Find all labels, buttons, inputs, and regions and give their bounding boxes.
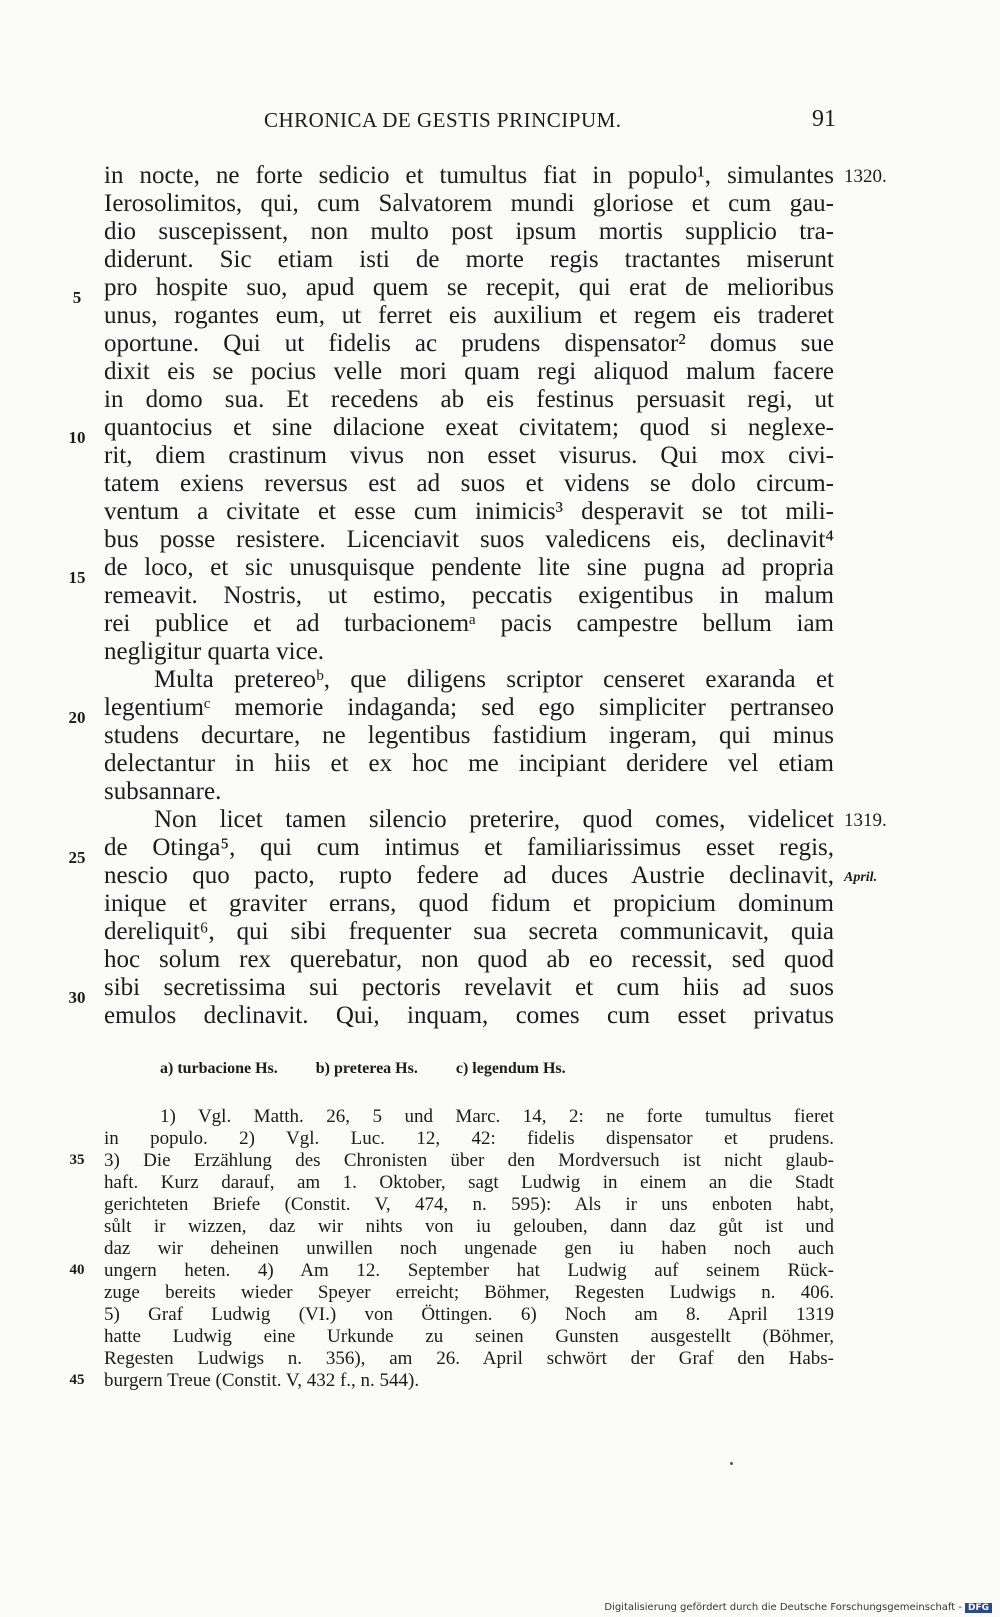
text-line: Multa pretereoᵇ, que diligens scriptor censeret exaranda et [154,666,834,693]
line-number: 5 [72,288,82,307]
paper-speck [730,1462,733,1465]
footnote-line: burgern Treue (Constit. V, 432 f., n. 544). [104,1370,420,1391]
footnote-line: gerichteten Briefe (Constit. V, 474, n. 595): Als ir uns enboten habt, [104,1194,834,1215]
apparatus-note: a) turbacione Hs. [160,1060,278,1077]
footnote-line: 3) Die Erzählung des Chronisten über den Mordversuch ist nicht glaub- [104,1150,834,1171]
text-line: diderunt. Sic etiam isti de morte regis tractantes miserunt [104,246,834,273]
text-line: unus, rogantes eum, ut ferret eis auxilium et regem eis traderet [104,302,834,329]
apparatus-note: c) legendum Hs. [455,1060,566,1077]
text-line: rei publice et ad turbacionemᵃ pacis campestre bellum iam [104,610,834,637]
footnote-line: haft. Kurz darauf, am 1. Oktober, sagt Ludwig in einem an die Stadt [104,1172,834,1193]
line-number: 25 [68,848,86,867]
line-number: 30 [68,988,86,1007]
text-line: sibi secretissima sui pectoris revelavit et cum hiis ad suos [104,974,834,1001]
text-line: negligitur quarta vice. [104,638,325,665]
footnote-line: hatte Ludwig eine Urkunde zu seinen Gunsten ausgestellt (Böhmer, [104,1326,834,1347]
margin-year-1320: 1320. [844,166,887,187]
text-line: dereliquit⁶, qui sibi frequenter sua secreta communicavit, quia [104,918,834,945]
footnote-line: Regesten Ludwigs n. 356), am 26. April schwört der Graf den Habs- [104,1348,834,1369]
text-line: remeavit. Nostris, ut estimo, peccatis exigentibus in malum [104,582,834,609]
text-line: legentiumᶜ memorie indaganda; sed ego simpliciter pertranseo [104,694,834,721]
text-line: inique et graviter errans, quod fidum et propicium dominum [104,890,834,917]
margin-month: April. [844,870,878,885]
running-title: CHRONICA DE GESTIS PRINCIPUM. [264,108,622,132]
dfg-logo: DFG [965,1603,992,1613]
footnote-line: zuge bereits wieder Speyer erreicht; Böhmer, Regesten Ludwigs n. 406. [104,1282,834,1303]
footnote-line: 1) Vgl. Matth. 26, 5 und Marc. 14, 2: ne forte tumultus fieret [160,1106,834,1127]
text-line: in domo sua. Et recedens ab eis festinus persuasit regi, ut [104,386,834,413]
margin-year-1319: 1319. [844,810,887,831]
page-number: 91 [812,106,836,132]
critical-apparatus [160,1060,600,1078]
text-line: Ierosolimitos, qui, cum Salvatorem mundi gloriose et cum gau- [104,190,834,217]
text-line: oportune. Qui ut fidelis ac prudens dispensator² domus sue [104,330,834,357]
text-line: dio suscepissent, non multo post ipsum mortis supplicio tra- [104,218,834,245]
footnote-line: daz wir deheinen unwillen noch ungenade gen iu haben noch auch [104,1238,834,1259]
text-line: delectantur in hiis et ex hoc me incipiant deridere vel etiam [104,750,834,777]
text-line: hoc solum rex querebatur, non quod ab eo recessit, sed quod [104,946,834,973]
text-line: Non licet tamen silencio preterire, quod comes, videlicet [154,806,834,833]
text-line: de Otinga⁵, qui cum intimus et familiarissimus esset regis, [104,834,834,861]
credit-text: Digitalisierung gefördert durch die Deutsche Forschungsgemeinschaft - [604,1602,962,1613]
line-number: 15 [68,568,86,587]
line-number: 45 [69,1372,85,1388]
line-number: 35 [69,1152,85,1168]
footnote-line: sůlt ir wizzen, daz wir nihts von iu gelouben, dann daz gůt ist und [104,1216,834,1237]
text-line: bus posse resistere. Licenciavit suos valedicens eis, declinavit⁴ [104,526,834,553]
text-line: subsannare. [104,778,222,805]
line-number: 20 [68,708,86,727]
text-line: studens decurtare, ne legentibus fastidium ingeram, qui minus [104,722,834,749]
footnote-line: in populo. 2) Vgl. Luc. 12, 42: fidelis dispensator et prudens. [104,1128,834,1149]
text-line: emulos declinavit. Qui, inquam, comes cum esset privatus [104,1002,834,1029]
text-line: nescio quo pacto, rupto federe ad duces Austrie declinavit, [104,862,834,889]
text-line: ventum a civitate et esse cum inimicis³ desperavit se tot mili- [104,498,834,525]
digitization-credit [604,1602,992,1613]
text-line: tatem exiens reversus est ad suos et videns se dolo circum- [104,470,834,497]
text-line: quantocius et sine dilacione exeat civitatem; quod si neglexe- [104,414,834,441]
footnote-line: ungern heten. 4) Am 12. September hat Ludwig auf seinem Rück- [104,1260,834,1281]
text-line: pro hospite suo, apud quem se recepit, qui erat de melioribus [104,274,834,301]
apparatus-note: b) preterea Hs. [315,1060,418,1077]
line-number: 10 [68,428,86,447]
running-header [104,108,836,138]
text-line: dixit eis se pocius velle mori quam regi aliquod malum facere [104,358,834,385]
line-number: 40 [69,1262,85,1278]
text-line: de loco, et sic unusquisque pendente lite sine pugna ad propria [104,554,834,581]
footnote-line: 5) Graf Ludwig (VI.) von Öttingen. 6) Noch am 8. April 1319 [104,1304,834,1325]
text-line: rit, diem crastinum vivus non esset visurus. Qui mox civi- [104,442,834,469]
text-line: in nocte, ne forte sedicio et tumultus fiat in populo¹, simulantes [104,162,834,189]
